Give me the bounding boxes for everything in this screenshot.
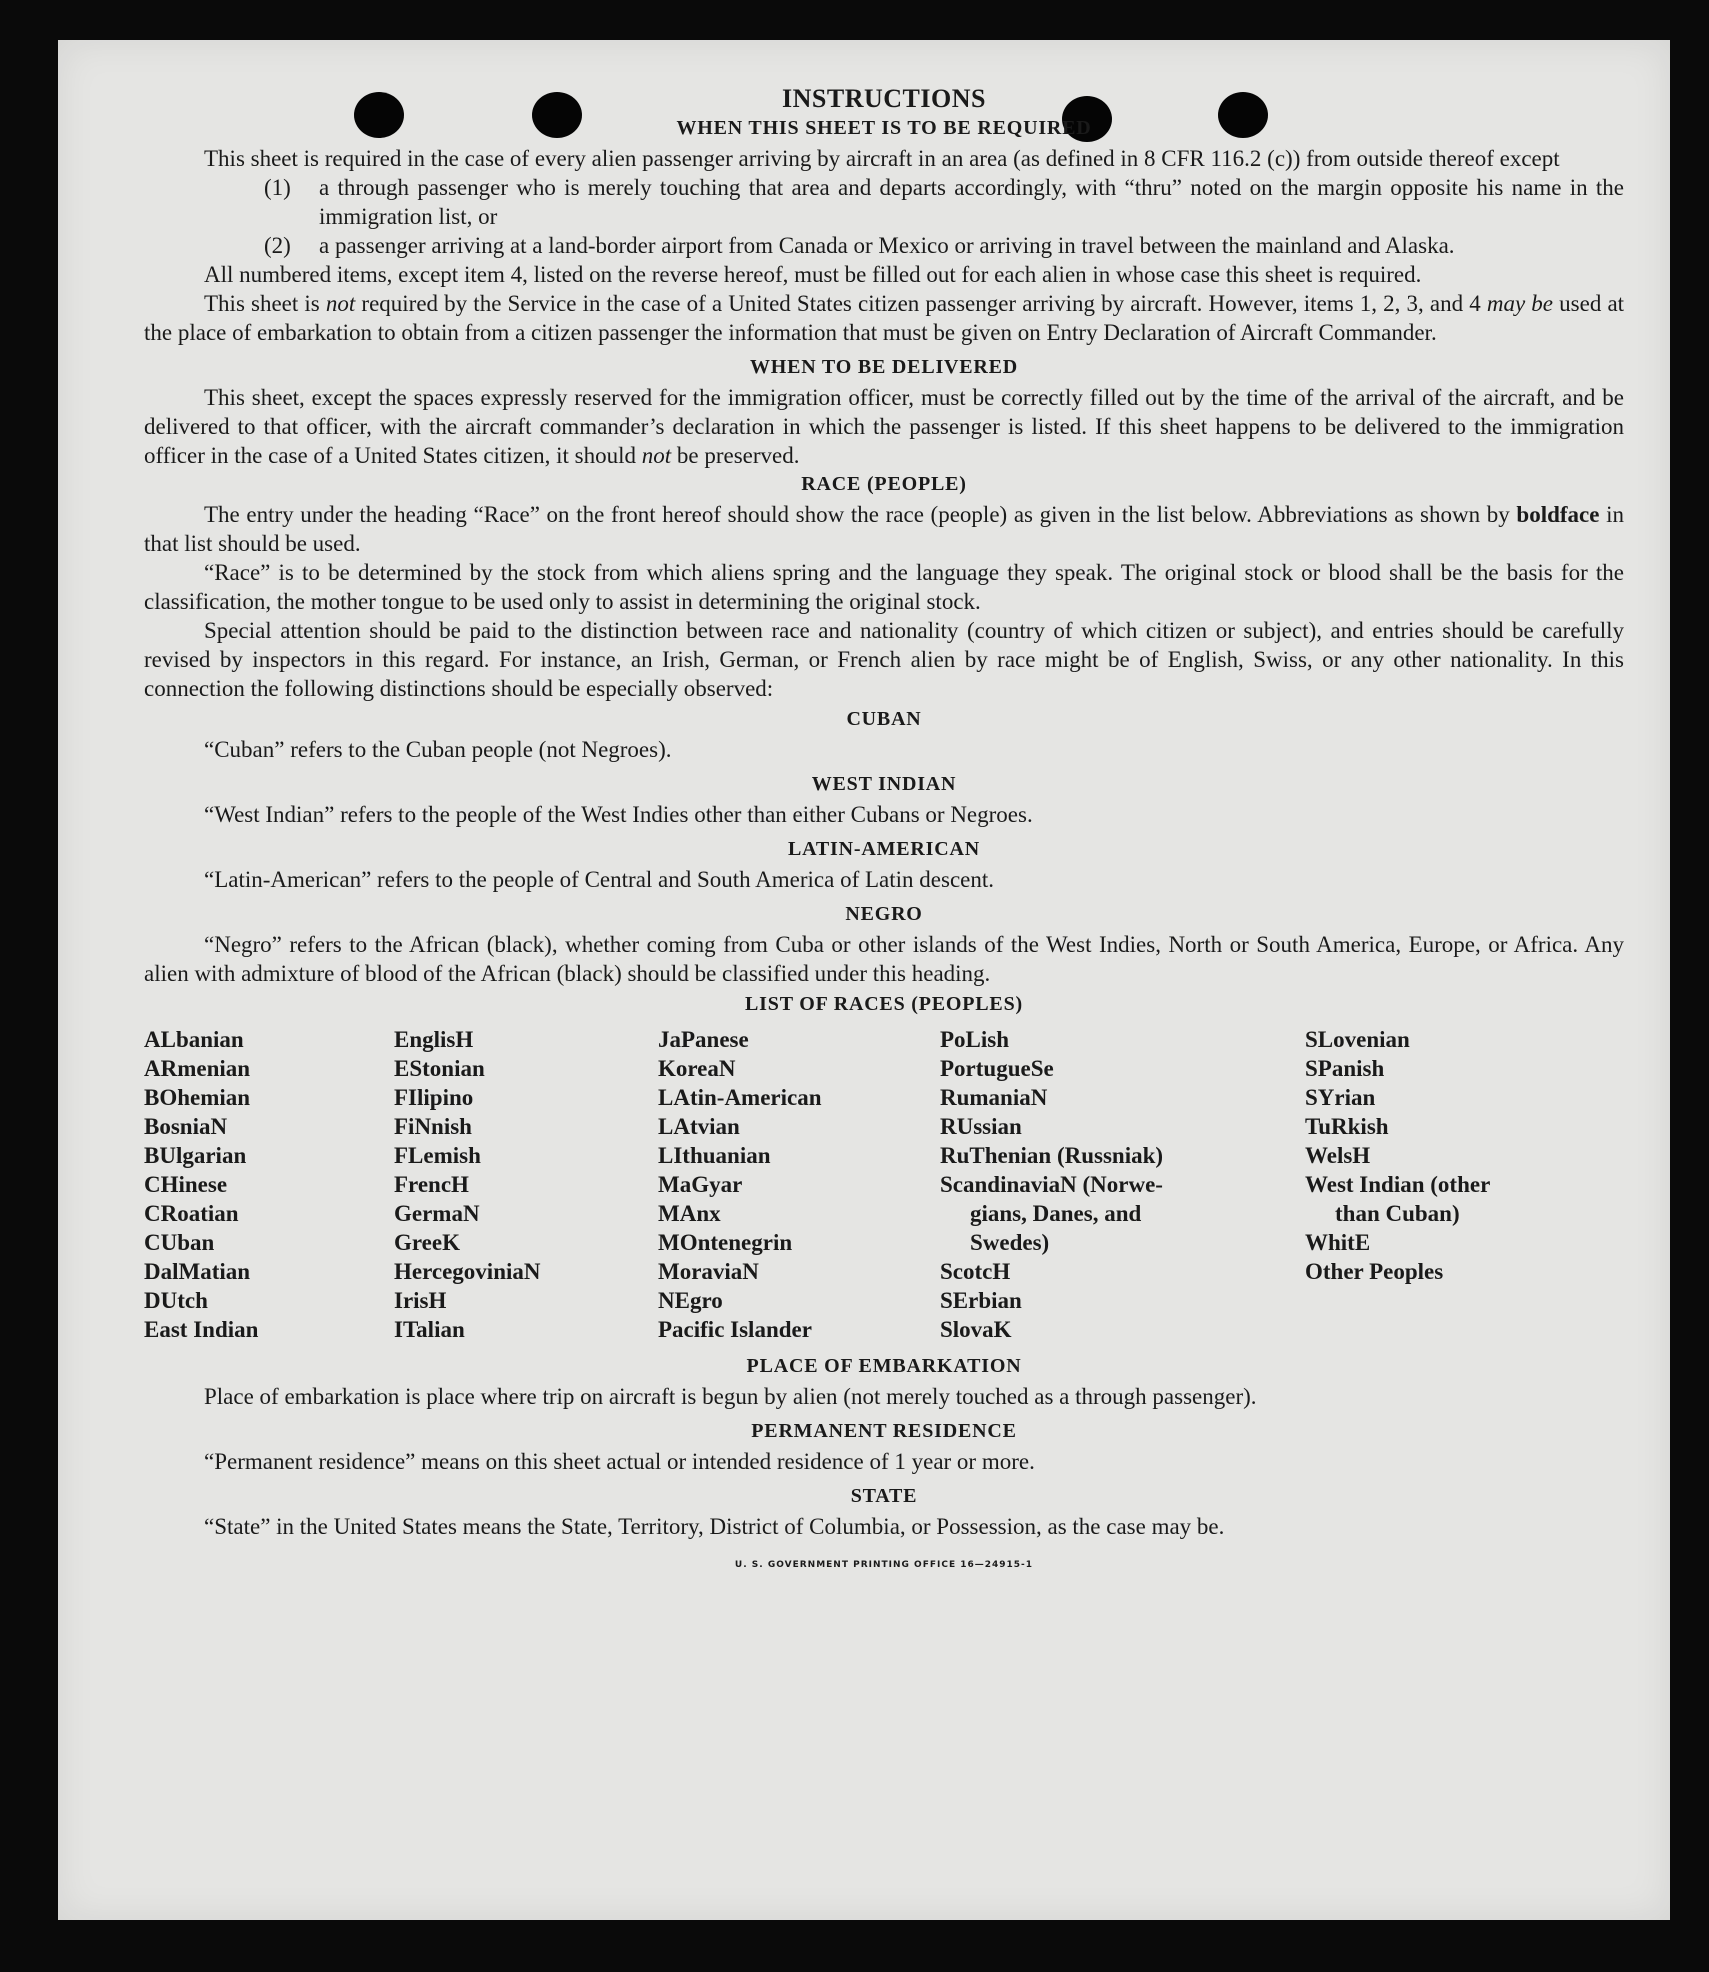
race-item: West Indian (other — [1305, 1172, 1491, 1197]
race-item: RUssian — [940, 1114, 1022, 1139]
heading-negro: NEGRO — [845, 903, 923, 925]
race-column-1 — [144, 1025, 394, 1344]
race-item: PoLish — [940, 1027, 1010, 1052]
paragraph: “Permanent residence” means on this sheet actual or intended residence of 1 year or more. — [204, 1449, 1035, 1474]
paragraph: “Cuban” refers to the Cuban people (not Negroes). — [204, 737, 672, 762]
race-item: ScandinaviaN (Norwe- — [940, 1172, 1163, 1197]
paragraph — [144, 500, 1624, 558]
race-item: East Indian — [144, 1317, 259, 1342]
page-title: INSTRUCTIONS — [782, 84, 986, 113]
race-item: MOntenegrin — [658, 1230, 793, 1255]
race-item: ARmenian — [144, 1056, 251, 1081]
race-item: CUban — [144, 1230, 215, 1255]
race-item: CRoatian — [144, 1201, 239, 1226]
text-run: The entry under the heading “Race” on the front hereof should show the race (people) as given in the list below. Abbreviations as shown by — [204, 502, 1510, 527]
race-item: LAtvian — [658, 1114, 740, 1139]
paragraph — [144, 383, 1624, 470]
heading-when-required: WHEN THIS SHEET IS TO BE REQUIRED — [676, 117, 1092, 139]
race-item: NEgro — [658, 1288, 723, 1313]
italic-text: may be — [1486, 291, 1554, 316]
text-run: in that list should be used. — [144, 502, 1625, 556]
race-item: SPanish — [1305, 1056, 1385, 1081]
race-item: PortugueSe — [940, 1056, 1054, 1081]
race-item: ScotcH — [940, 1259, 1011, 1284]
race-list — [144, 1025, 1624, 1344]
race-item: TuRkish — [1305, 1114, 1389, 1139]
document-sheet — [58, 40, 1670, 1920]
race-item: ITalian — [394, 1317, 465, 1342]
race-item: FLemish — [394, 1143, 481, 1168]
race-item: than Cuban) — [1335, 1201, 1460, 1226]
item-number: (1) — [264, 175, 291, 200]
race-item: EnglisH — [394, 1027, 474, 1052]
heading-embarkation: PLACE OF EMBARKATION — [746, 1355, 1022, 1377]
text-run: This sheet is — [204, 291, 320, 316]
race-item: KoreaN — [658, 1056, 736, 1081]
race-item: DalMatian — [144, 1259, 251, 1284]
paragraph: Special attention should be paid to the distinction between race and nationality (country of which citizen or subject), and entries should be carefully revised by inspectors in this regard. For instance, an Irish, German, or French alien by race might be of English, Swiss, or any other nationality. In this connection the following distinctions should be especially observed: — [144, 618, 1624, 701]
race-item: BosniaN — [144, 1114, 228, 1139]
paragraph: Place of embarkation is place where trip on aircraft is begun by alien (not merely touched as a through passenger). — [204, 1384, 1257, 1409]
race-item: GreeK — [394, 1230, 460, 1255]
heading-west-indian: WEST INDIAN — [811, 773, 957, 795]
item-number: (2) — [264, 233, 291, 258]
race-column-2 — [394, 1025, 658, 1344]
race-item: ALbanian — [144, 1027, 244, 1052]
document-body — [144, 84, 1624, 1580]
race-item: Pacific Islander — [658, 1317, 812, 1342]
race-item: BUlgarian — [144, 1143, 247, 1168]
race-item: FrencH — [394, 1172, 469, 1197]
race-item: SYrian — [1305, 1085, 1376, 1110]
text-run: used at the place of embarkation to obtain from a citizen passenger the information that must be given on Entry Declaration of Aircraft Commander. — [144, 291, 1625, 345]
race-item: RumaniaN — [940, 1085, 1048, 1110]
race-item: IrisH — [394, 1288, 447, 1313]
race-item: HercegoviniaN — [394, 1259, 541, 1284]
race-item: LAtin-American — [658, 1085, 822, 1110]
text-run: This sheet, except the spaces expressly reserved for the immigration officer, must be correctly filled out by the time of the arrival of the aircraft, and be delivered to that officer, with the aircraft commander’s declaration in which the passenger is listed. If this sheet happens to be delivered to the immigration officer in the case of a United States citizen, it should — [144, 385, 1624, 468]
race-item: WhitE — [1305, 1230, 1371, 1255]
heading-permanent-residence: PERMANENT RESIDENCE — [751, 1420, 1017, 1442]
heading-cuban: CUBAN — [846, 708, 922, 730]
race-item: FiNnish — [394, 1114, 472, 1139]
paragraph: This sheet is required in the case of every alien passenger arriving by aircraft in an area (as defined in 8 CFR 116.2 (c)) from outside thereof except — [204, 146, 1560, 171]
race-item: LIthuanian — [658, 1143, 771, 1168]
race-column-3 — [658, 1025, 940, 1344]
race-item: CHinese — [144, 1172, 228, 1197]
heading-list-of-races: LIST OF RACES (PEOPLES) — [745, 993, 1023, 1015]
race-item: Swedes) — [970, 1230, 1050, 1255]
race-item: BOhemian — [144, 1085, 251, 1110]
race-item: EStonian — [394, 1056, 485, 1081]
paragraph: “Race” is to be determined by the stock from which aliens spring and the language they speak. The original stock or blood shall be the basis for the classification, the mother tongue to be used only to assist in determining the original stock. — [144, 560, 1624, 614]
heading-when-delivered: WHEN TO BE DELIVERED — [749, 356, 1019, 378]
race-item: RuThenian (Russniak) — [940, 1143, 1164, 1168]
paragraph: “West Indian” refers to the people of the West Indies other than either Cubans or Negroes. — [204, 802, 1033, 827]
heading-latin-american: LATIN-AMERICAN — [788, 838, 980, 860]
paragraph: “State” in the United States means the State, Territory, District of Columbia, or Possession, as the case may be. — [204, 1514, 1225, 1539]
race-item: SErbian — [940, 1288, 1022, 1313]
bold-text: boldface — [1516, 502, 1600, 527]
race-item: SlovaK — [940, 1317, 1012, 1342]
race-column-5 — [1305, 1025, 1595, 1344]
paragraph: “Latin-American” refers to the people of Central and South America of Latin descent. — [204, 867, 994, 892]
list-item — [264, 173, 1624, 231]
race-item: WelsH — [1305, 1143, 1371, 1168]
italic-text: not — [325, 291, 356, 316]
race-item: JaPanese — [658, 1027, 749, 1052]
item-text: a through passenger who is merely touching that area and departs accordingly, with “thru” noted on the margin opposite his name in the immigration list, or — [319, 175, 1624, 229]
text-run: be preserved. — [676, 443, 800, 468]
race-item: DUtch — [144, 1288, 208, 1313]
heading-race: RACE (PEOPLE) — [801, 473, 967, 495]
italic-text: not — [641, 443, 672, 468]
paragraph: “Negro” refers to the African (black), whether coming from Cuba or other islands of the West Indies, North or South America, Europe, or Africa. Any alien with admixture of blood of the African (black) should be classified under this heading. — [144, 932, 1624, 986]
race-item: FIlipino — [394, 1085, 474, 1110]
race-item: MoraviaN — [658, 1259, 759, 1284]
race-item: GermaN — [394, 1201, 480, 1226]
race-item: SLovenian — [1305, 1027, 1410, 1052]
race-item: gians, Danes, and — [970, 1201, 1142, 1226]
item-text: a passenger arriving at a land-border airport from Canada or Mexico or arriving in travel between the mainland and Alaska. — [319, 233, 1455, 258]
race-item: MaGyar — [658, 1172, 743, 1197]
printer-imprint: U. S. GOVERNMENT PRINTING OFFICE 16—24915-1 — [734, 1560, 1034, 1570]
paragraph: All numbered items, except item 4, listed on the reverse hereof, must be filled out for each alien in whose case this sheet is required. — [204, 262, 1422, 287]
race-item: MAnx — [658, 1201, 721, 1226]
paragraph — [144, 289, 1624, 347]
race-item: Other Peoples — [1305, 1259, 1444, 1284]
list-item — [264, 231, 1624, 260]
race-column-4 — [940, 1025, 1305, 1344]
text-run: required by the Service in the case of a United States citizen passenger arriving by aircraft. However, items 1, 2, 3, and 4 — [361, 291, 1481, 316]
heading-state: STATE — [850, 1485, 918, 1507]
